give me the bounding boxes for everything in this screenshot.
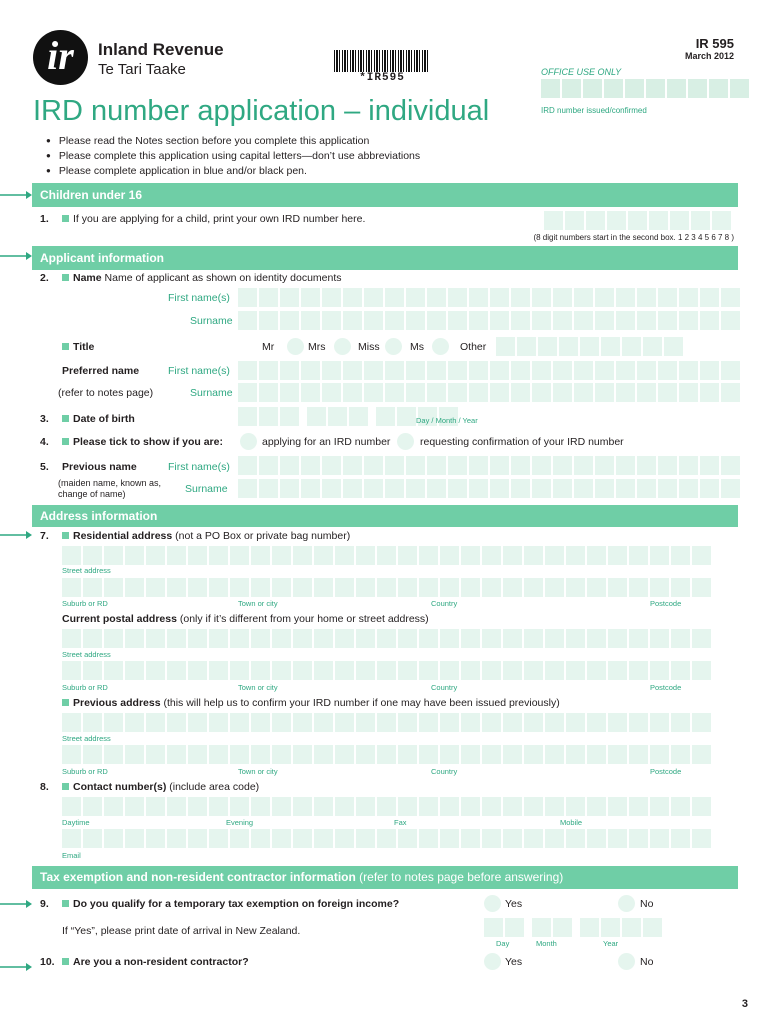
q5-label: Previous name bbox=[62, 461, 137, 473]
q9-no-checkbox[interactable] bbox=[618, 895, 635, 912]
q4-number: 4. bbox=[40, 436, 49, 448]
country-label: Country bbox=[431, 599, 458, 608]
arrow-right-icon bbox=[0, 530, 32, 540]
first-name-input[interactable] bbox=[238, 288, 740, 307]
section-applicant: Applicant information bbox=[32, 246, 738, 270]
q10-number: 10. bbox=[40, 956, 55, 968]
preferred-name-label: Preferred name bbox=[62, 365, 140, 377]
contact-note: (include area code) bbox=[169, 781, 260, 793]
org-name: Inland Revenue bbox=[98, 40, 224, 59]
own-ird-number-input[interactable] bbox=[544, 211, 731, 230]
title-ms-checkbox[interactable] bbox=[432, 338, 449, 355]
q2-number: 2. bbox=[40, 272, 49, 284]
barcode bbox=[334, 50, 430, 72]
page-title: IRD number application – individual bbox=[33, 95, 490, 127]
q10-yes-label: Yes bbox=[505, 956, 523, 968]
daytime-label: Daytime bbox=[62, 818, 90, 827]
section-tax-title: Tax exemption and non-resident contractor information bbox=[40, 870, 356, 884]
title-miss: Miss bbox=[358, 341, 380, 353]
preferred-note: (refer to notes page) bbox=[58, 387, 154, 399]
apply-ird-label: applying for an IRD number bbox=[262, 436, 391, 448]
previous-title: Previous address bbox=[73, 697, 161, 709]
q1-label bbox=[62, 213, 365, 225]
residential-street-input[interactable] bbox=[62, 546, 711, 565]
title-miss-checkbox[interactable] bbox=[385, 338, 402, 355]
fax-label: Fax bbox=[394, 818, 407, 827]
postal-postcode-label: Postcode bbox=[650, 683, 682, 692]
arrival-month-label: Month bbox=[536, 939, 557, 948]
q9-number: 9. bbox=[40, 898, 49, 910]
dob-format: Day / Month / Year bbox=[416, 416, 478, 425]
postal-country-label: Country bbox=[431, 683, 458, 692]
email-input[interactable] bbox=[62, 829, 711, 848]
previous-surname-label: Surname bbox=[185, 483, 228, 495]
postal-address-label bbox=[62, 613, 429, 625]
title-text: Title bbox=[73, 341, 95, 353]
form-code: IR 595 bbox=[695, 36, 734, 51]
previous-street-input[interactable] bbox=[62, 713, 711, 732]
q3-text: Date of birth bbox=[73, 413, 135, 425]
bullet-square-icon bbox=[62, 900, 69, 907]
q10-label bbox=[62, 956, 249, 968]
postal-town-label: Town or city bbox=[238, 683, 278, 692]
residential-suburb-input[interactable] bbox=[62, 578, 711, 597]
contact-numbers-input[interactable] bbox=[62, 797, 711, 816]
ird-issued-label: IRD number issued/confirmed bbox=[541, 106, 647, 115]
instructions-list bbox=[46, 134, 420, 179]
town-label: Town or city bbox=[238, 599, 278, 608]
office-use-label: OFFICE USE ONLY bbox=[541, 67, 622, 77]
q9-arrival-label: If “Yes”, please print date of arrival in New Zealand. bbox=[62, 925, 301, 937]
q9-yes-checkbox[interactable] bbox=[484, 895, 501, 912]
form-date: March 2012 bbox=[684, 51, 734, 61]
q5-note: (maiden name, known as, change of name) bbox=[58, 478, 162, 499]
q9-label bbox=[62, 898, 399, 910]
page-number: 3 bbox=[741, 998, 748, 1010]
previous-postcode-label: Postcode bbox=[650, 767, 682, 776]
q5-number: 5. bbox=[40, 461, 49, 473]
bullet-square-icon bbox=[62, 783, 69, 790]
q10-no-label: No bbox=[640, 956, 654, 968]
surname-label: Surname bbox=[190, 315, 233, 327]
confirm-ird-checkbox[interactable] bbox=[397, 433, 414, 450]
section-tax bbox=[32, 866, 738, 889]
postal-note: (only if it’s different from your home or street address) bbox=[179, 613, 429, 625]
title-label bbox=[62, 341, 94, 353]
q4-text: Please tick to show if you are: bbox=[73, 436, 223, 448]
evening-label: Evening bbox=[226, 818, 254, 827]
arrow-right-icon bbox=[0, 190, 32, 200]
apply-ird-checkbox[interactable] bbox=[240, 433, 257, 450]
previous-country-label: Country bbox=[431, 767, 458, 776]
postal-street-input[interactable] bbox=[62, 629, 711, 648]
q9-text: Do you qualify for a temporary tax exemption on foreign income? bbox=[73, 898, 400, 910]
q2-text: Name of applicant as shown on identity documents bbox=[104, 272, 342, 284]
preferred-surname-input[interactable] bbox=[238, 383, 740, 402]
bullet-square-icon bbox=[62, 958, 69, 965]
bullet-square-icon bbox=[62, 415, 69, 422]
q3-label bbox=[62, 413, 135, 425]
previous-town-label: Town or city bbox=[238, 767, 278, 776]
previous-first-name-label: First name(s) bbox=[168, 461, 230, 473]
q2-label: Name Name of applicant as shown on identity documents bbox=[62, 272, 342, 284]
previous-surname-input[interactable] bbox=[238, 479, 740, 498]
arrow-right-icon bbox=[0, 899, 32, 909]
arrival-year-label: Year bbox=[603, 939, 619, 948]
contact-title: Contact number(s) bbox=[73, 781, 167, 793]
q10-yes-checkbox[interactable] bbox=[484, 953, 501, 970]
office-use-boxes bbox=[541, 79, 749, 98]
instruction-item: ● Please complete application in blue and/or black pen. bbox=[46, 164, 420, 179]
instruction-item: ● Please complete this application using capital letters—don’t use abbreviations bbox=[46, 149, 420, 164]
suburb-label: Suburb or RD bbox=[62, 599, 108, 608]
q1-text: If you are applying for a child, print your own IRD number here. bbox=[73, 213, 366, 225]
q7-number: 7. bbox=[40, 530, 49, 542]
bullet-square-icon bbox=[62, 532, 69, 539]
q10-text: Are you a non-resident contractor? bbox=[73, 956, 249, 968]
bullet-square-icon bbox=[62, 699, 69, 706]
bullet-square-icon bbox=[62, 274, 69, 281]
q9-yes-label: Yes bbox=[505, 898, 523, 910]
previous-address-label bbox=[62, 697, 560, 709]
residential-address-label bbox=[62, 530, 350, 542]
title-mr-checkbox[interactable] bbox=[287, 338, 304, 355]
title-mrs: Mrs bbox=[308, 341, 326, 353]
title-other-input[interactable] bbox=[496, 337, 683, 356]
preferred-surname-label: Surname bbox=[190, 387, 233, 399]
mobile-label: Mobile bbox=[560, 818, 583, 827]
bullet-square-icon bbox=[62, 215, 69, 222]
arrival-day-label: Day bbox=[496, 939, 510, 948]
title-ms: Ms bbox=[410, 341, 424, 353]
residential-note: (not a PO Box or private bag number) bbox=[175, 530, 351, 542]
arrow-right-icon bbox=[0, 962, 32, 972]
postal-suburb-label: Suburb or RD bbox=[62, 683, 108, 692]
barcode-text: *IR595 bbox=[359, 72, 405, 84]
preferred-first-name-input[interactable] bbox=[238, 361, 740, 380]
preferred-first-name-label: First name(s) bbox=[168, 365, 230, 377]
ird-logo-text: ir bbox=[47, 33, 74, 78]
residential-title: Residential address bbox=[73, 530, 173, 542]
bullet-square-icon bbox=[62, 343, 69, 350]
title-mrs-checkbox[interactable] bbox=[334, 338, 351, 355]
postal-suburb-input[interactable] bbox=[62, 661, 711, 680]
contact-label bbox=[62, 781, 259, 793]
title-other: Other bbox=[460, 341, 487, 353]
surname-input[interactable] bbox=[238, 311, 740, 330]
q8-number: 8. bbox=[40, 781, 49, 793]
q1-hint: (8 digit numbers start in the second box. 1 2 3 4 5 6 7 8 ) bbox=[533, 233, 734, 242]
postal-title: Current postal address bbox=[62, 613, 177, 625]
arrow-right-icon bbox=[0, 251, 32, 261]
previous-suburb-label: Suburb or RD bbox=[62, 767, 108, 776]
first-name-label: First name(s) bbox=[168, 292, 230, 304]
org-name-maori: Te Tari Taake bbox=[98, 61, 186, 78]
postal-street-label: Street address bbox=[62, 650, 111, 659]
arrival-date-input[interactable] bbox=[484, 918, 662, 937]
q3-number: 3. bbox=[40, 413, 49, 425]
street-label: Street address bbox=[62, 566, 111, 575]
postcode-label: Postcode bbox=[650, 599, 682, 608]
confirm-ird-label: requesting confirmation of your IRD number bbox=[420, 436, 624, 448]
bullet-square-icon bbox=[62, 438, 69, 445]
previous-note: (this will help us to confirm your IRD number if one may have been issued previously) bbox=[163, 697, 560, 709]
title-mr: Mr bbox=[262, 341, 275, 353]
q4-label bbox=[62, 436, 223, 448]
instruction-item: ● Please read the Notes section before you complete this application bbox=[46, 134, 420, 149]
section-children: Children under 16 bbox=[32, 183, 738, 207]
previous-first-name-input[interactable] bbox=[238, 456, 740, 475]
previous-suburb-input[interactable] bbox=[62, 745, 711, 764]
q1-number: 1. bbox=[40, 213, 49, 225]
section-address: Address information bbox=[32, 505, 738, 527]
email-label: Email bbox=[62, 851, 81, 860]
q10-no-checkbox[interactable] bbox=[618, 953, 635, 970]
previous-street-label: Street address bbox=[62, 734, 111, 743]
q9-no-label: No bbox=[640, 898, 654, 910]
section-tax-sub: (refer to notes page before answering) bbox=[359, 870, 564, 884]
